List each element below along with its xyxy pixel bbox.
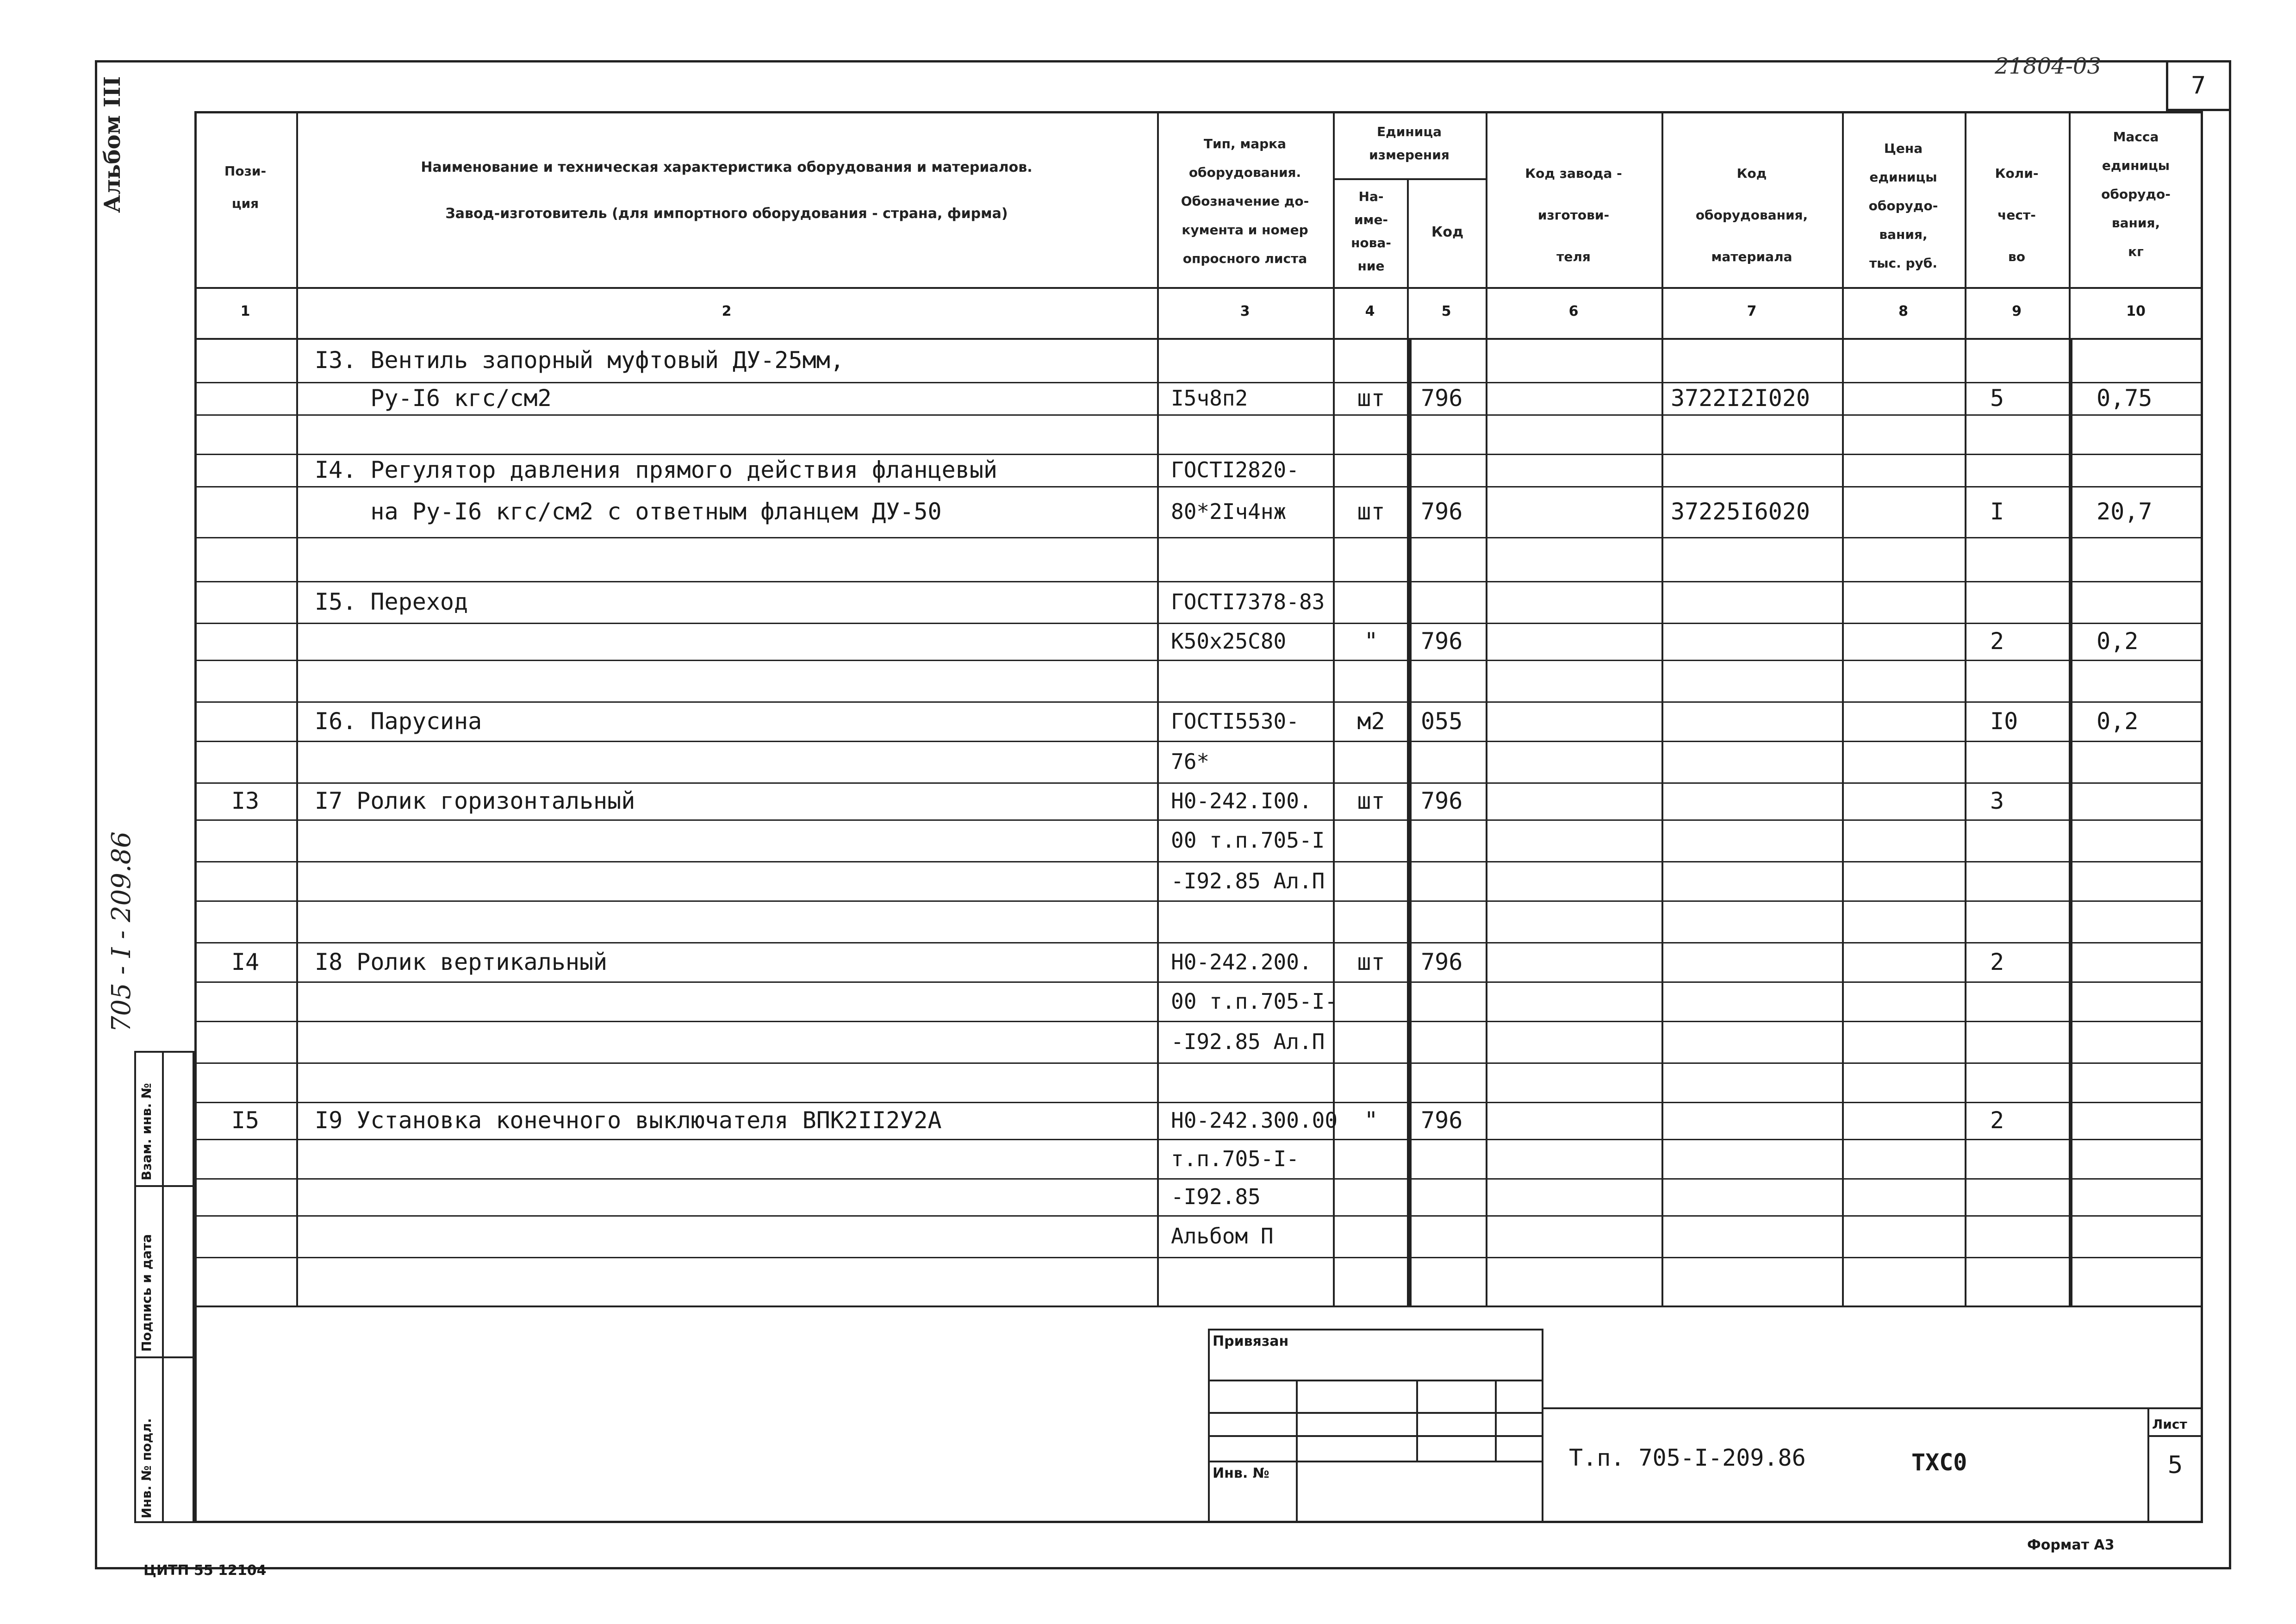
cell-type: Н0-242.200.	[1171, 949, 1312, 974]
cell-name: I4. Регулятор давления прямого действия фланцевый	[315, 456, 998, 483]
colnum-6: 6	[1568, 303, 1579, 319]
footer-left: ЦИТП 55 12104	[143, 1562, 267, 1579]
cell-name: на Ру-I6 кгс/см2 с ответным фланцем ДУ-50	[315, 498, 942, 525]
cell-type: т.п.705-I-	[1171, 1146, 1299, 1171]
cell-name: I9 Установка конечного выключателя ВПК2II2У2А	[315, 1107, 942, 1134]
hdr-name-2: Завод-изготовитель (для импортного оборудования - страна, фирма)	[445, 206, 1008, 222]
vertical-doc-number: 705 - I - 209.86	[106, 831, 137, 1032]
cell-code: 055	[1421, 707, 1463, 735]
cell-code: 796	[1421, 1107, 1463, 1134]
cell-unit: м2	[1357, 707, 1385, 735]
cell-type: Н0-242.300.00	[1171, 1108, 1338, 1133]
main-table	[194, 111, 2203, 1523]
hdr-type: Тип, марка оборудования. Обозначение до- кумента и номер опросного листа	[1181, 136, 1309, 266]
hdr-unit: Единица измерения	[1369, 124, 1450, 162]
cell-unit: "	[1364, 628, 1378, 655]
cell-qty: 2	[1990, 1107, 2004, 1134]
cell-unit: "	[1364, 1107, 1378, 1134]
cell-name: Ру-I6 кгс/см2	[315, 385, 552, 412]
hdr-unit-name: На- име- нова- ние	[1351, 189, 1391, 274]
cell-qty: 2	[1990, 948, 2004, 975]
cell-pos: I5	[231, 1107, 260, 1134]
stamp-list-no: 5	[2167, 1451, 2183, 1479]
cell-name: I3. Вентиль запорный муфтовый ДУ-25мм,	[315, 346, 844, 374]
cell-eqcode: 3722I2I020	[1671, 385, 1811, 412]
cell-unit: шт	[1357, 787, 1385, 814]
cell-name: I8 Ролик вертикальный	[315, 948, 608, 975]
page-number: 7	[2190, 72, 2206, 100]
colnum-4: 4	[1365, 303, 1375, 319]
cell-pos: I3	[231, 787, 260, 814]
hdr-name-1: Наименование и техническая характеристика оборудования и материалов.	[421, 159, 1033, 175]
cell-qty: 3	[1990, 787, 2004, 814]
cell-type: -I92.85 Ал.П	[1171, 1029, 1325, 1054]
colnum-3: 3	[1240, 303, 1250, 319]
colnum-9: 9	[2012, 303, 2022, 319]
colnum-2: 2	[722, 303, 732, 319]
cell-unit: шт	[1357, 385, 1385, 412]
hdr-eq-code: Код оборудования, материала	[1695, 166, 1808, 264]
colnum-7: 7	[1747, 303, 1757, 319]
cell-eqcode: 37225I6020	[1671, 498, 1811, 525]
cell-unit: шт	[1357, 948, 1385, 975]
stamp-privyazan: Привязан	[1213, 1333, 1289, 1349]
cell-qty: 5	[1990, 385, 2004, 412]
stamp-inv-no: Инв. №	[1213, 1465, 1269, 1481]
stamp-list-label: Лист	[2152, 1417, 2187, 1432]
cell-name: I6. Парусина	[315, 707, 482, 735]
cell-qty: I0	[1990, 707, 2018, 735]
cell-mass: 0,2	[2097, 628, 2139, 655]
cell-type: 00 т.п.705-I-	[1171, 988, 1338, 1014]
colnum-8: 8	[1898, 303, 1908, 319]
cell-type: -I92.85 Ал.П	[1171, 868, 1325, 893]
cell-type: ГОСТI7378-83	[1171, 589, 1325, 614]
colnum-5: 5	[1441, 303, 1451, 319]
stamp-privyazan-box	[1208, 1329, 1543, 1523]
top-number: 21804-03	[1995, 53, 2101, 79]
album-label: Альбом III	[100, 76, 125, 213]
hdr-qty: Коли- чест- во	[1995, 166, 2039, 264]
cell-code: 796	[1421, 787, 1463, 814]
cell-code: 796	[1421, 385, 1463, 412]
cell-type: I5ч8п2	[1171, 386, 1248, 411]
hdr-factory: Код завода - изготови- теля	[1525, 166, 1622, 264]
cell-type: ГОСТI2820-	[1171, 457, 1299, 482]
cell-type: -I92.85	[1171, 1184, 1261, 1209]
colnum-10: 10	[2126, 303, 2146, 319]
cell-qty: I	[1990, 498, 2004, 525]
colnum-1: 1	[240, 303, 250, 319]
cell-type: Н0-242.I00.	[1171, 788, 1312, 813]
hdr-price: Цена единицы оборудо- вания, тыс. руб.	[1868, 141, 1938, 271]
hdr-unit-code: Код	[1431, 224, 1464, 240]
cell-mass: 0,2	[2097, 707, 2139, 735]
cell-code: 796	[1421, 628, 1463, 655]
cell-type: К50х25С80	[1171, 629, 1287, 654]
cell-mass: 0,75	[2097, 385, 2153, 412]
side-stamp-podpis: Подпись и дата	[139, 1234, 154, 1352]
cell-unit: шт	[1357, 498, 1385, 525]
stamp-doc-code: Т.п. 705-I-209.86	[1569, 1444, 1806, 1471]
hdr-mass: Масса единицы оборудо- вания, кг	[2101, 129, 2171, 259]
cell-type: 76*	[1171, 749, 1210, 774]
cell-pos: I4	[231, 948, 260, 975]
cell-type: Альбом П	[1171, 1224, 1274, 1249]
cell-type: 00 т.п.705-I	[1171, 828, 1325, 853]
cell-qty: 2	[1990, 628, 2004, 655]
cell-mass: 20,7	[2097, 498, 2153, 525]
footer-right: Формат А3	[2027, 1537, 2115, 1553]
hdr-pos: Пози- ция	[224, 163, 267, 211]
cell-type: ГОСТI5530-	[1171, 708, 1299, 734]
stamp-mark: ТХС0	[1911, 1449, 1967, 1476]
cell-code: 796	[1421, 498, 1463, 525]
side-stamp-inv: Инв. № подл.	[139, 1418, 154, 1518]
cell-name: I5. Переход	[315, 588, 468, 615]
cell-code: 796	[1421, 948, 1463, 975]
cell-name: I7 Ролик горизонтальный	[315, 787, 635, 814]
cell-type: 80*2Iч4нж	[1171, 499, 1287, 524]
side-stamp-vzam: Взам. инв. №	[139, 1083, 154, 1181]
